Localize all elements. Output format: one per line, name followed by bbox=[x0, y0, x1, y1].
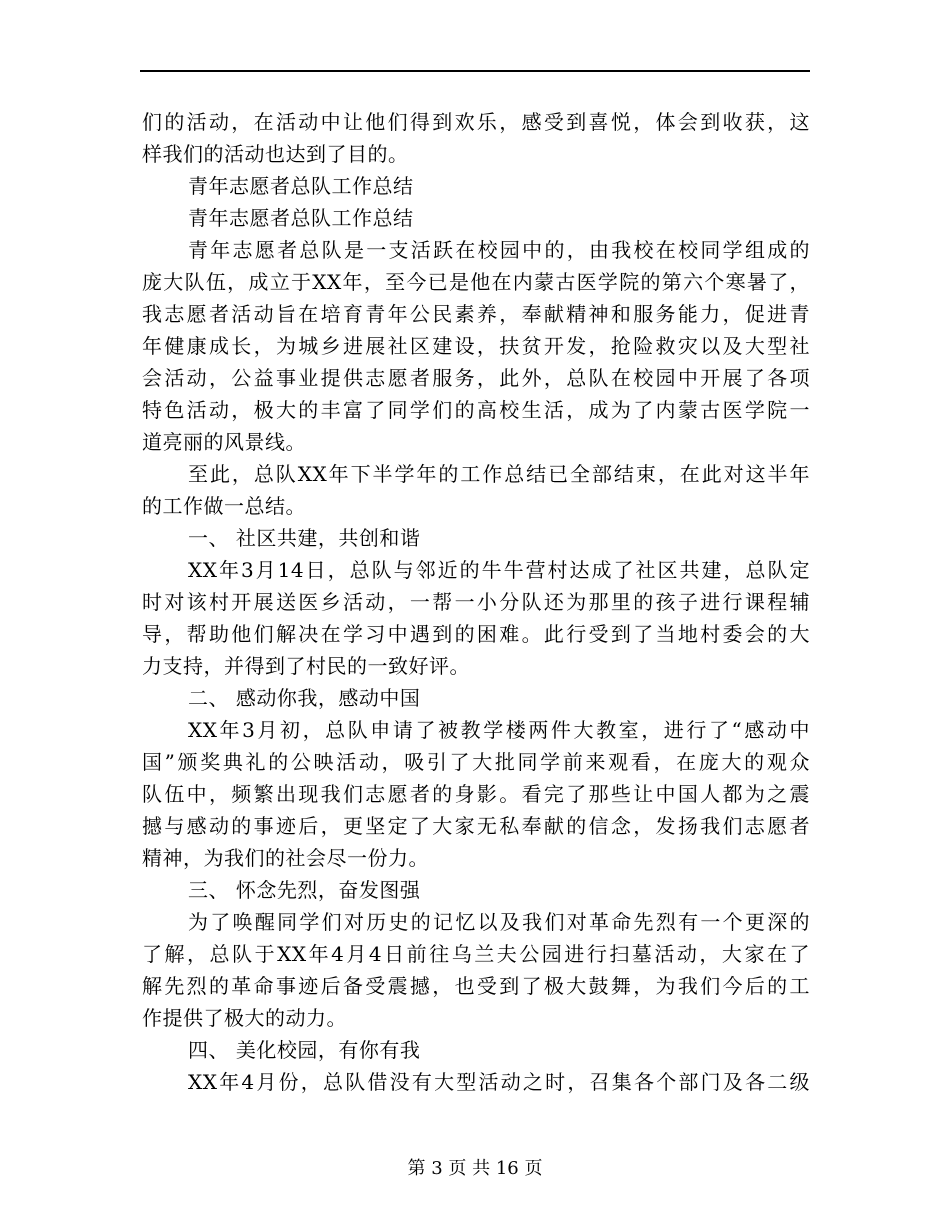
text-line: 会活动，公益事业提供志愿者服务，此外，总队在校园中开展了各项 bbox=[142, 366, 810, 390]
text-line: 解先烈的革命事迹后备受震撼，也受到了极大鼓舞，为我们今后的工 bbox=[142, 974, 810, 998]
text-line: 青年志愿者总队工作总结 bbox=[188, 174, 414, 198]
text-line: 撼与感动的事迹后，更坚定了大家无私奉献的信念，发扬我们志愿者 bbox=[142, 814, 810, 838]
text-line: 至此，总队XX年下半学年的工作总结已全部结束，在此对这半年 bbox=[188, 462, 810, 486]
text-line: 青年志愿者总队工作总结 bbox=[188, 206, 414, 230]
text-line: 特色活动，极大的丰富了同学们的高校生活，成为了内蒙古医学院一 bbox=[142, 398, 810, 422]
text-line: 导，帮助他们解决在学习中遇到的困难。此行受到了当地村委会的大 bbox=[142, 622, 810, 646]
document-body bbox=[142, 106, 810, 1098]
text-line: 样我们的活动也达到了目的。 bbox=[142, 142, 409, 166]
text-line: 的工作做一总结。 bbox=[142, 494, 306, 518]
text-line: 时对该村开展送医乡活动，一帮一小分队还为那里的孩子进行课程辅 bbox=[142, 590, 810, 614]
text-line: 我志愿者活动旨在培育青年公民素养，奉献精神和服务能力，促进青 bbox=[142, 302, 810, 326]
text-line: 了解，总队于XX年4月4日前往乌兰夫公园进行扫墓活动，大家在了 bbox=[142, 942, 810, 966]
text-line: XX年3月初，总队申请了被教学楼两件大教室，进行了“感动中 bbox=[188, 718, 810, 742]
text-line: 力支持，并得到了村民的一致好评。 bbox=[142, 654, 470, 678]
text-line: 庞大队伍，成立于XX年，至今已是他在内蒙古医学院的第六个寒暑了， bbox=[142, 270, 810, 294]
text-line: 道亮丽的风景线。 bbox=[142, 430, 306, 454]
text-line: 们的活动，在活动中让他们得到欢乐，感受到喜悦，体会到收获，这 bbox=[142, 110, 810, 134]
text-line: 队伍中，频繁出现我们志愿者的身影。看完了那些让中国人都为之震 bbox=[142, 782, 810, 806]
text-line: 二、 感动你我，感动中国 bbox=[188, 686, 421, 710]
text-line: 年健康成长，为城乡进展社区建设，扶贫开发，抢险救灾以及大型社 bbox=[142, 334, 810, 358]
text-line: XX年3月14日，总队与邻近的牛牛营村达成了社区共建，总队定 bbox=[188, 558, 810, 582]
page-footer: 第 3 页 共 16 页 bbox=[407, 1158, 543, 1179]
text-line: 精神，为我们的社会尽一份力。 bbox=[142, 846, 429, 870]
text-line: 三、 怀念先烈，奋发图强 bbox=[188, 878, 421, 902]
text-line: 为了唤醒同学们对历史的记忆以及我们对革命先烈有一个更深的 bbox=[188, 910, 810, 934]
header-rule bbox=[140, 70, 810, 72]
text-line: 一、 社区共建，共创和谐 bbox=[188, 526, 421, 550]
text-line: 作提供了极大的动力。 bbox=[142, 1006, 347, 1030]
text-line: 青年志愿者总队是一支活跃在校园中的，由我校在校同学组成的 bbox=[188, 238, 810, 262]
text-line: XX年4月份，总队借没有大型活动之时，召集各个部门及各二级 bbox=[188, 1070, 810, 1094]
text-line: 国”颁奖典礼的公映活动，吸引了大批同学前来观看，在庞大的观众 bbox=[142, 750, 810, 774]
text-line: 四、 美化校园，有你有我 bbox=[188, 1038, 421, 1062]
